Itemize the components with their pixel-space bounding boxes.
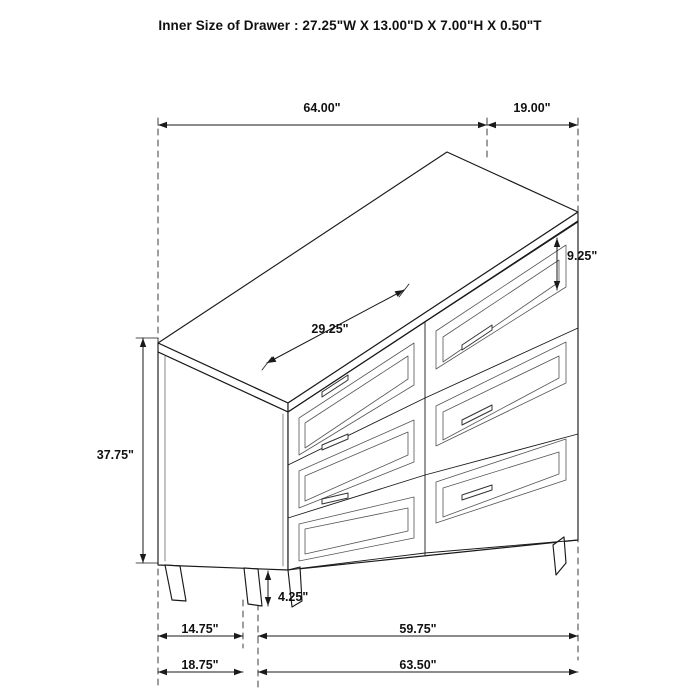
dimension-top-width [158,122,487,128]
label-top-drawer-height: 9.25" [567,249,598,263]
label-front-base-width: 59.75" [399,622,437,636]
label-front-overall-width: 63.50" [399,658,437,672]
label-side-overall-depth: 18.75" [181,658,219,672]
label-leg-height: 4.25" [278,590,309,604]
label-top-width: 64.00" [303,101,341,115]
dresser-body [158,152,578,607]
label-overall-height: 37.75" [96,448,134,462]
dimension-overall-height [136,338,158,563]
dimension-top-depth [487,122,578,128]
label-top-depth: 19.00" [513,101,551,115]
label-side-base-depth: 14.75" [181,622,219,636]
label-drawer-front-width: 29.25" [311,322,349,336]
dimension-leg-height [265,571,271,606]
page-title: Inner Size of Drawer : 27.25"W X 13.00"D X 7.00"H X 0.50"T [158,18,542,33]
